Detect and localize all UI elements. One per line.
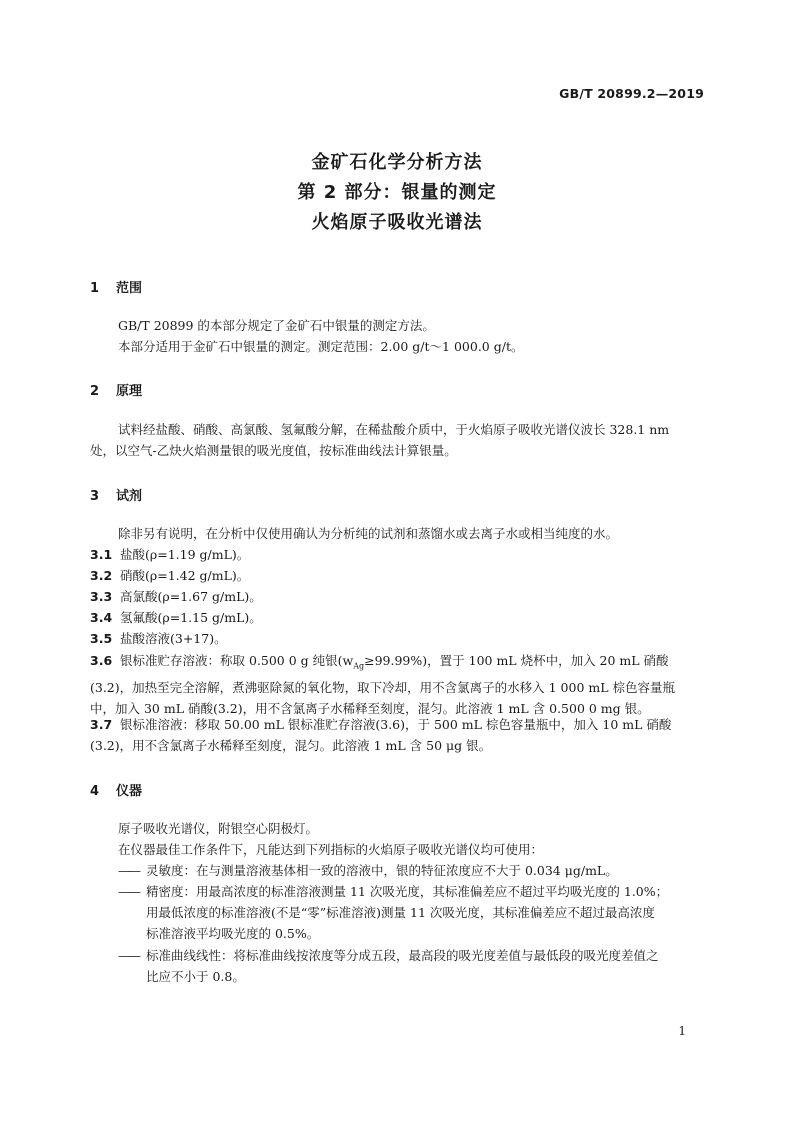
section-2-heading	[90, 380, 142, 399]
reagent-item	[90, 607, 708, 628]
dash-marker: ——	[118, 863, 139, 878]
reagent-item	[90, 565, 708, 586]
section-3-heading	[90, 485, 142, 504]
title-line-3: 火焰原子吸收光谱法	[311, 212, 483, 233]
title-line-2: 第 2 部分：银量的测定	[297, 182, 497, 203]
paragraph: 在仪器最佳工作条件下，凡能达到下列指标的火焰原子吸收光谱仪均可使用：	[118, 842, 544, 857]
paragraph: 本部分适用于金矿石中银量的测定。测定范围：2.00 g/t～1 000.0 g/t。	[118, 339, 524, 354]
clause-text: 氢氟酸(ρ=1.15 g/mL)。	[120, 610, 262, 625]
clause-text: 高氯酸(ρ=1.67 g/mL)。	[120, 589, 262, 604]
requirement-text: 精密度：用最高浓度的标准溶液测量 11 次吸光度，其标准偏差应不超过平均吸光度的 1.0%；	[146, 884, 669, 899]
requirement-item-precision	[118, 881, 668, 944]
paragraph: 原子吸收光谱仪，附银空心阴极灯。	[118, 821, 319, 836]
requirement-item-linearity	[118, 945, 659, 987]
clause-text: (3.2)，用不含氯离子水稀释至刻度，混匀。此溶液 1 mL 含 50 μg 银。	[90, 738, 492, 753]
clause-number: 3.2	[90, 568, 113, 583]
section-number: 2	[90, 384, 100, 399]
clause-text: 中，加入 30 mL 硝酸(3.2)，用不含氯离子水稀释至刻度，混匀。此溶液 1 mL 含 0.500 0 mg 银。	[90, 700, 650, 716]
clause-number: 3.1	[90, 547, 113, 562]
paragraph: 处，以空气-乙炔火焰测量银的吸光度值，按标准曲线法计算银量。	[90, 443, 457, 458]
section-title: 范围	[116, 281, 143, 296]
dash-marker: ——	[118, 884, 139, 899]
clause-text: 盐酸(ρ=1.19 g/mL)。	[120, 547, 250, 562]
section-number: 4	[90, 784, 100, 799]
clause-text: 硝酸(ρ=1.42 g/mL)。	[120, 568, 250, 583]
section-1-heading	[90, 277, 142, 296]
clause-number: 3.6	[90, 653, 113, 668]
reagent-item	[90, 628, 708, 649]
title-line-1: 金矿石化学分析方法	[311, 152, 483, 173]
page-number: 1	[678, 1024, 686, 1038]
clause-text: 银标准贮存溶液：称取 0.500 0 g 纯银(w	[120, 653, 354, 668]
requirement-text: 灵敏度：在与测量溶液基体相一致的溶液中，银的特征浓度应不大于 0.034 μg/mL。	[146, 863, 618, 878]
subscript: Ag	[353, 661, 365, 671]
section-number: 3	[90, 489, 100, 504]
clause-number: 3.4	[90, 610, 113, 625]
reagent-item	[90, 544, 708, 565]
clause-number: 3.5	[90, 631, 113, 646]
requirement-item-sensitivity	[118, 860, 618, 881]
section-title: 原理	[116, 384, 143, 399]
standard-number: GB/T 20899.2—2019	[559, 86, 704, 101]
clause-text: 银标准溶液：移取 50.00 mL 银标准贮存溶液(3.6)，于 500 mL 棕色容量瓶中，加入 10 mL 硝酸	[120, 717, 672, 732]
clause-number: 3.3	[90, 589, 113, 604]
paragraph: 试料经盐酸、硝酸、高氯酸、氢氟酸分解，在稀盐酸介质中，于火焰原子吸收光谱仪波长 328.1 nm	[118, 422, 670, 437]
section-title: 试剂	[116, 489, 143, 504]
reagent-item-silver-standard	[90, 714, 708, 756]
dash-marker: ——	[118, 948, 139, 963]
requirement-text: 用最低浓度的标准溶液(不是“零”标准溶液)测量 11 次吸光度，其标准偏差应不超过最高浓度	[146, 905, 655, 920]
clause-text: 盐酸溶液(3+17)。	[120, 631, 227, 646]
requirement-text: 标准溶液平均吸光度的 0.5%。	[146, 926, 320, 941]
section-4-heading	[90, 780, 142, 799]
requirement-text: 比应不小于 0.8。	[146, 969, 245, 984]
clause-text: ≥99.99%)，置于 100 mL 烧杯中，加入 20 mL 硝酸	[364, 653, 669, 668]
reagent-item-silver-stock	[90, 650, 708, 719]
section-title: 仪器	[116, 784, 143, 799]
clause-number: 3.7	[90, 717, 113, 732]
section-number: 1	[90, 281, 100, 296]
clause-text: (3.2)，加热至完全溶解，煮沸驱除氮的氧化物，取下冷却，用不含氯离子的水移入 1 000 mL 棕色容量瓶	[90, 679, 675, 695]
requirement-text: 标准曲线线性：将标准曲线按浓度等分成五段，最高段的吸光度差值与最低段的吸光度差值之	[146, 948, 659, 963]
paragraph: 除非另有说明，在分析中仅使用确认为分析纯的试剂和蒸馏水或去离子水或相当纯度的水。	[118, 526, 619, 541]
paragraph: GB/T 20899 的本部分规定了金矿石中银量的测定方法。	[118, 318, 435, 333]
reagent-item	[90, 586, 708, 607]
